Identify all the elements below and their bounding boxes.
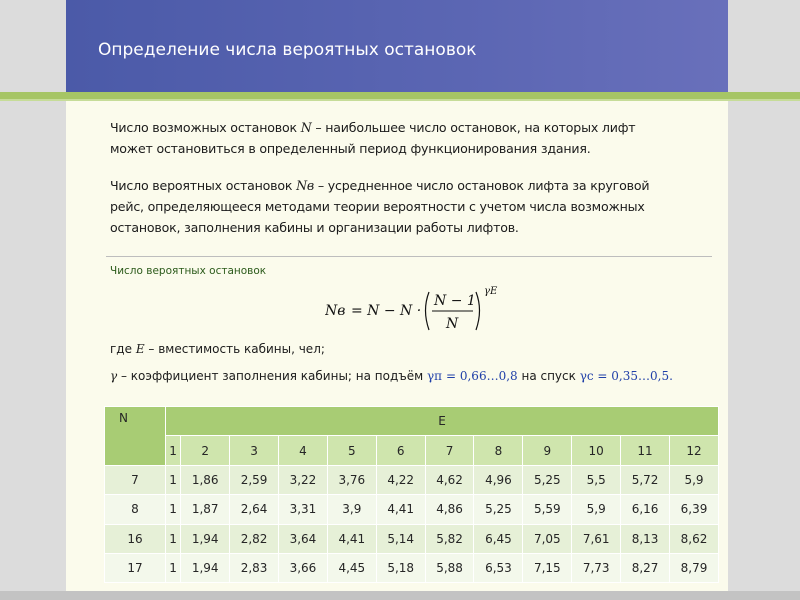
e-value: 9 <box>523 436 572 465</box>
table-cell: 5,9 <box>572 495 621 524</box>
table-cell: 2,64 <box>230 495 279 524</box>
formula-graphic <box>325 284 505 336</box>
symbol-n: N <box>300 120 312 135</box>
definition-text-line2: может остановиться в определенный период функционирования здания. <box>110 141 591 156</box>
table-cell: 3,9 <box>327 495 376 524</box>
table-row <box>105 553 719 582</box>
formula-exponent: γE <box>484 286 498 297</box>
title-bar <box>66 0 728 92</box>
table-cell: 5,14 <box>376 524 425 553</box>
footer-band <box>0 591 800 600</box>
e-value: 5 <box>327 436 376 465</box>
e-value: 8 <box>474 436 523 465</box>
formula-numerator: N − 1 <box>434 293 476 309</box>
table-cell: 5,5 <box>572 465 621 494</box>
table-cell: 4,86 <box>425 495 474 524</box>
table-cell: 1,94 <box>181 553 230 582</box>
e-value: 10 <box>572 436 621 465</box>
table-cell: 2,82 <box>230 524 279 553</box>
where-line-2 <box>110 369 673 383</box>
symbol-e: E <box>135 342 145 356</box>
right-margin <box>728 0 800 600</box>
table-cell: 3,64 <box>278 524 327 553</box>
table-cell: 6,16 <box>621 495 670 524</box>
row-n-value: 17 <box>105 553 166 582</box>
table-cell: 3,76 <box>327 465 376 494</box>
table-cell: 8,13 <box>621 524 670 553</box>
header-n: N <box>105 407 166 466</box>
stops-table <box>104 406 719 583</box>
gamma-down-range: γс = 0,35…0,5. <box>579 369 673 383</box>
definition2-text-line2: рейс, определяющееся методами теории вероятности с учетом числа возможных <box>110 199 645 214</box>
table-cell: 2,83 <box>230 553 279 582</box>
table-cell: 5,82 <box>425 524 474 553</box>
table-cell: 5,18 <box>376 553 425 582</box>
definition2-text-line1: – усредненное число остановок лифта за круговой <box>314 178 650 193</box>
left-margin <box>0 0 66 600</box>
table-cell: 1 <box>166 465 181 494</box>
right-paren <box>476 292 480 330</box>
table-cell: 6,45 <box>474 524 523 553</box>
table-cell: 3,31 <box>278 495 327 524</box>
definition-probable-stops <box>110 175 710 238</box>
table-cell: 4,62 <box>425 465 474 494</box>
table-cell: 1,86 <box>181 465 230 494</box>
table-cell: 4,22 <box>376 465 425 494</box>
e-value: 4 <box>278 436 327 465</box>
left-paren <box>426 292 430 330</box>
table-row <box>105 524 719 553</box>
where-gamma-text: – коэффициент заполнения кабины; на подъём <box>117 369 427 383</box>
table-cell: 6,39 <box>669 495 718 524</box>
formula-label: Число вероятных остановок <box>110 265 267 277</box>
table-cell: 1 <box>166 495 181 524</box>
e-value: 2 <box>181 436 230 465</box>
slide-title: Определение числа вероятных остановок <box>98 40 477 60</box>
row-n-value: 7 <box>105 465 166 494</box>
where-mid-text: на спуск <box>517 369 580 383</box>
where-prefix: где <box>110 342 136 356</box>
formula <box>325 284 505 336</box>
table-cell: 5,59 <box>523 495 572 524</box>
table-cell: 5,25 <box>474 495 523 524</box>
accent-band <box>0 92 800 99</box>
e-value: 1 <box>166 436 181 465</box>
e-value: 12 <box>669 436 718 465</box>
table-cell: 8,62 <box>669 524 718 553</box>
table-cell: 4,96 <box>474 465 523 494</box>
formula-eq: = N − N · <box>351 303 422 319</box>
table-cell: 5,9 <box>669 465 718 494</box>
table-cell: 7,73 <box>572 553 621 582</box>
table-cell: 5,88 <box>425 553 474 582</box>
table-cell: 4,41 <box>327 524 376 553</box>
table-cell: 7,15 <box>523 553 572 582</box>
table-cell: 1,94 <box>181 524 230 553</box>
term-probable-stops: Число вероятных остановок <box>110 178 293 193</box>
symbol-gamma: γ <box>110 369 118 383</box>
definition2-text-line3: остановок, заполнения кабины и организации работы лифтов. <box>110 220 519 235</box>
row-n-value: 8 <box>105 495 166 524</box>
table-row <box>105 465 719 494</box>
table-cell: 3,66 <box>278 553 327 582</box>
row-n-value: 16 <box>105 524 166 553</box>
table-cell: 5,72 <box>621 465 670 494</box>
table-cell: 4,45 <box>327 553 376 582</box>
table-cell: 8,79 <box>669 553 718 582</box>
where-e-text: – вместимость кабины, чел; <box>144 342 325 356</box>
table-cell: 2,59 <box>230 465 279 494</box>
formula-denominator: N <box>446 316 459 332</box>
header-e: E <box>166 407 719 436</box>
definition-possible-stops <box>110 117 710 159</box>
e-value: 6 <box>376 436 425 465</box>
e-value: 3 <box>230 436 279 465</box>
table-cell: 7,05 <box>523 524 572 553</box>
table-body <box>105 465 719 583</box>
table-cell: 1,87 <box>181 495 230 524</box>
divider <box>106 256 712 257</box>
e-value: 7 <box>425 436 474 465</box>
table-header-row <box>105 407 719 436</box>
table-cell: 8,27 <box>621 553 670 582</box>
table-cell: 7,61 <box>572 524 621 553</box>
table-cell: 3,22 <box>278 465 327 494</box>
table-row <box>105 495 719 524</box>
where-line-1 <box>110 342 325 356</box>
table-cell: 1 <box>166 524 181 553</box>
table-cell: 6,53 <box>474 553 523 582</box>
definition-text-line1: – наибольшее число остановок, на которых лифт <box>311 120 636 135</box>
table-e-values-row <box>105 436 719 465</box>
table-cell: 1 <box>166 553 181 582</box>
gamma-up-range: γп = 0,66…0,8 <box>427 369 518 383</box>
symbol-nv: Nв <box>296 178 315 193</box>
formula-lhs: Nв <box>325 303 346 319</box>
term-possible-stops: Число возможных остановок <box>110 120 297 135</box>
e-value: 11 <box>621 436 670 465</box>
table-cell: 4,41 <box>376 495 425 524</box>
table-cell: 5,25 <box>523 465 572 494</box>
